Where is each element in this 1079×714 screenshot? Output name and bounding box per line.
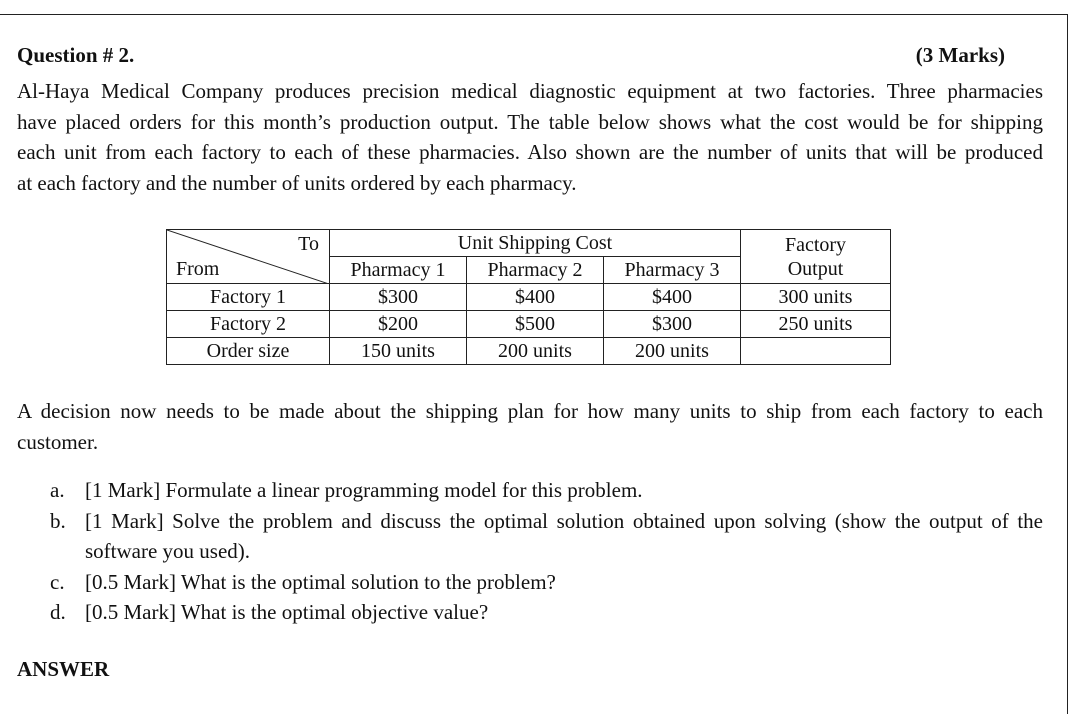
table-row (167, 338, 891, 365)
decision-paragraph (17, 396, 1043, 457)
intro-line: each unit from each factory to each of these pharmacies. Also shown are the number of units that will be produced (17, 140, 1043, 164)
pharmacy-header: Pharmacy 1 (330, 257, 467, 284)
item-text: [1 Mark] Formulate a linear programming model for this problem. (85, 478, 643, 502)
cost-cell: $300 (604, 311, 741, 338)
order-size-cell: 150 units (330, 338, 467, 365)
factory-output-header-line: Output (787, 257, 844, 280)
intro-line: Al-Haya Medical Company produces precision medical diagnostic equipment at two factories. Three pharmacies (17, 79, 1043, 103)
table-row (167, 311, 891, 338)
table-corner-cell (167, 230, 330, 284)
cost-cell: $200 (330, 311, 467, 338)
decision-line: A decision now needs to be made about the shipping plan for how many units to ship from each factory to each (17, 399, 1043, 423)
intro-line: at each factory and the number of units ordered by each pharmacy. (17, 170, 577, 195)
decision-line: customer. (17, 429, 99, 454)
cost-cell: $500 (467, 311, 604, 338)
cost-cell: $300 (330, 284, 467, 311)
item-text: [1 Mark] Solve the problem and discuss the optimal solution obtained upon solving (show the output of the software you used). (85, 508, 1043, 563)
shipping-cost-table (166, 229, 891, 365)
item-letter: a. (50, 478, 65, 502)
item-text: [0.5 Mark] What is the optimal objective value? (85, 600, 489, 624)
pharmacy-header: Pharmacy 3 (604, 257, 741, 284)
item-text: [0.5 Mark] What is the optimal solution to the problem? (85, 569, 556, 594)
row-label: Factory 2 (167, 311, 330, 338)
question-marks: (3 Marks) (915, 43, 1005, 67)
factory-output-header-line: Factory (784, 233, 847, 256)
corner-from-label: From (176, 258, 220, 280)
output-cell: 300 units (741, 284, 891, 311)
intro-line: have placed orders for this month’s production output. The table below shows what the cost would be for shipping (17, 109, 1043, 134)
answer-label: ANSWER (17, 657, 110, 681)
list-item (40, 475, 1043, 506)
cost-cell: $400 (467, 284, 604, 311)
row-label: Order size (167, 338, 330, 365)
order-size-cell: 200 units (604, 338, 741, 365)
item-letter: d. (50, 600, 66, 624)
factory-output-header (741, 230, 891, 284)
item-letter: b. (50, 508, 66, 533)
table-row (167, 284, 891, 311)
question-header (17, 43, 1005, 68)
output-cell (741, 338, 891, 365)
pharmacy-header: Pharmacy 2 (467, 257, 604, 284)
cost-cell: $400 (604, 284, 741, 311)
list-item (40, 506, 1043, 567)
row-label: Factory 1 (167, 284, 330, 311)
intro-paragraph (17, 76, 1043, 198)
order-size-cell: 200 units (467, 338, 604, 365)
item-letter: c. (50, 569, 65, 594)
question-number: Question # 2. (17, 43, 135, 67)
question-list (40, 475, 1043, 628)
list-item (40, 597, 1043, 628)
list-item (40, 567, 1043, 598)
unit-shipping-cost-header: Unit Shipping Cost (330, 230, 741, 257)
corner-to-label: To (298, 233, 319, 255)
output-cell: 250 units (741, 311, 891, 338)
